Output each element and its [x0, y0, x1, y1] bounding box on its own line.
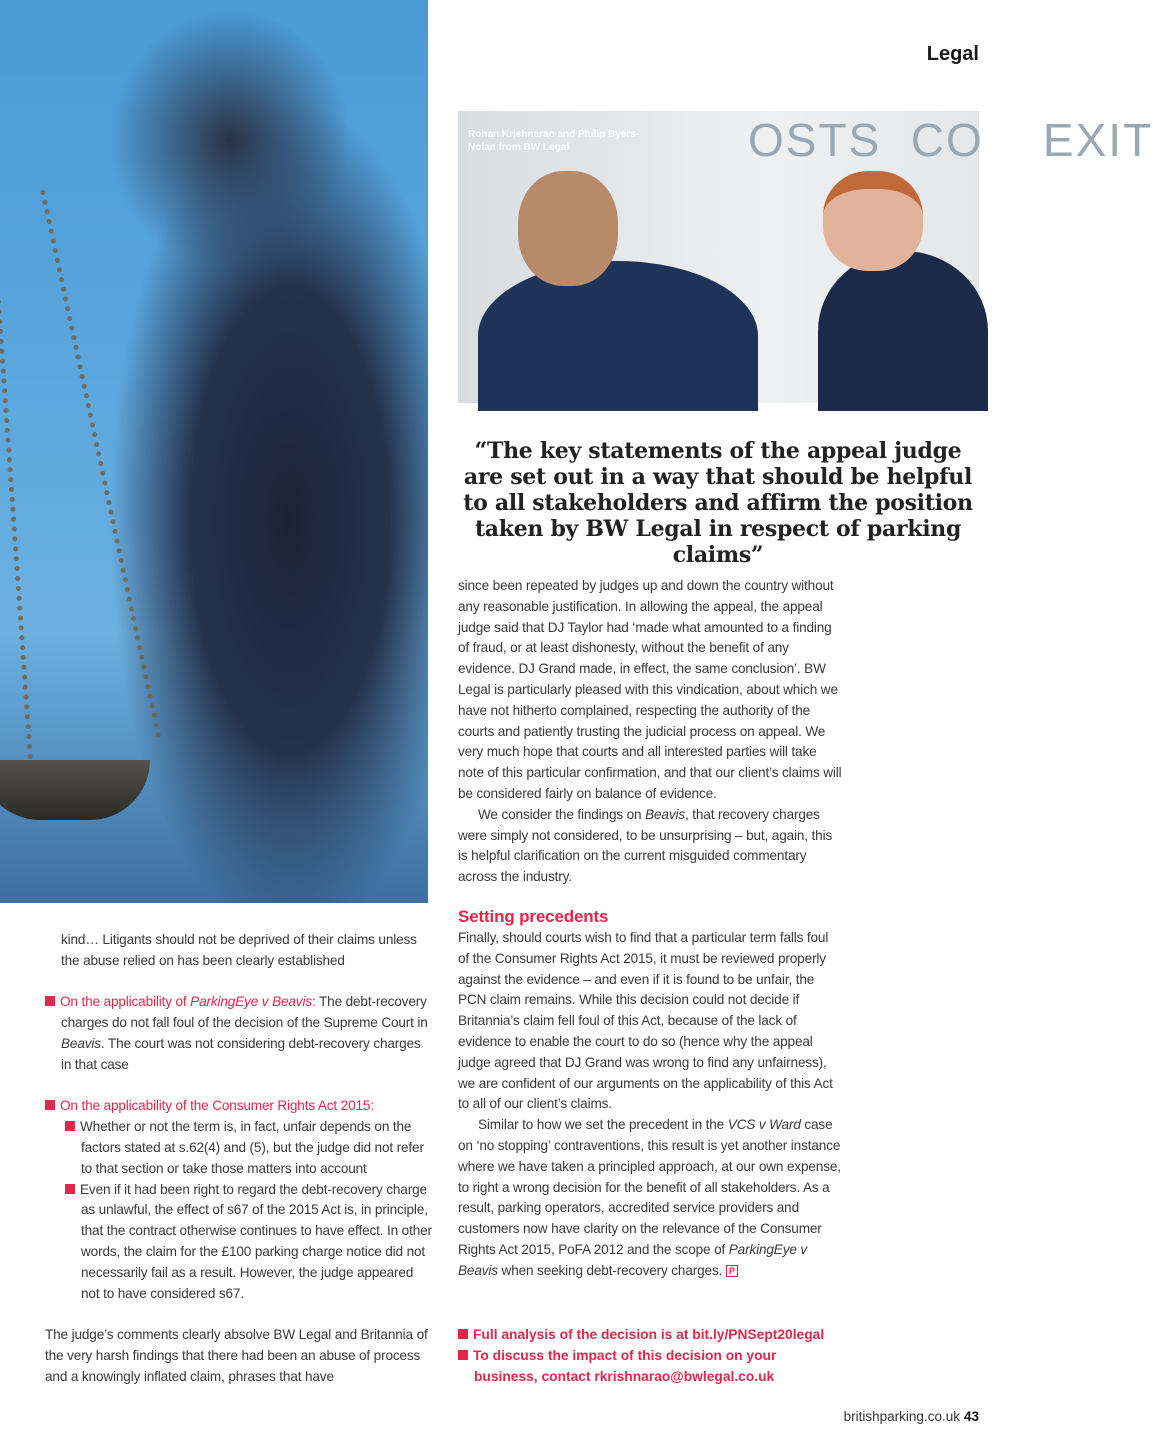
- bullet-item: On the applicability of the Consumer Rights Act 2015:: [45, 1096, 433, 1117]
- page-footer: [844, 1409, 979, 1424]
- wall-signage: OSTS CO EXIT: [748, 114, 1153, 166]
- people-photo: [458, 111, 1153, 403]
- chain-decoration: [40, 189, 161, 738]
- paragraph: The judge’s comments clearly absolve BW Legal and Britannia of the very harsh findings that there had been an abuse of process and a knowingly inflated claim, phrases that have: [45, 1327, 428, 1384]
- section-heading: Setting precedents: [458, 906, 609, 926]
- sub-bullet-item: Whether or not the term is, in fact, unfair depends on the factors stated at s.62(4) and (5), but the judge did not refer to that section or take those matters into account: [45, 1117, 433, 1179]
- analysis-link[interactable]: bit.ly/PNSept20legal: [692, 1327, 825, 1342]
- page-number: 43: [963, 1409, 979, 1424]
- link-item: To discuss the impact of this decision on your business, contact rkrishnarao@bwlegal.co.uk: [458, 1346, 818, 1388]
- bullet-square-icon: [65, 1121, 75, 1131]
- section-label: Legal: [926, 43, 979, 65]
- pull-quote: “The key statements of the appeal judge are set out in a way that should be helpful to all stakeholders and affirm the position taken by BW Legal in respect of parking claims”: [463, 438, 973, 568]
- paragraph: Finally, should courts wish to find that a particular term falls foul of the Consumer Rights Act 2015, it must be reviewed properly against the evidence – and even if it is found to be unfair, the PCN claim remains. While this decision could not decide if Britannia’s claim fell foul of this Act, because of the lack of evidence to enable the court to do so (hence why the appeal judge agreed that DJ Grand was wrong to find any unfairness), we are confident of our arguments on the applicability of this Act to all of our client’s claims.: [458, 929, 833, 1112]
- person-right: [818, 251, 988, 411]
- scale-pan: [0, 760, 150, 820]
- person-left-head: [518, 171, 618, 286]
- person-right-head: [823, 171, 923, 271]
- paragraph: since been repeated by judges up and down the country without any reasonable justification. In allowing the appeal, the appeal judge said that DJ Taylor had ‘made what amounted to a finding of fraud, or at least dishonesty, without the benefit of any evidence. DJ Grand made, in effect, the same conclusion’. BW Legal is particularly pleased with this vindication, about which we have not hitherto complained, respecting the authority of the courts and patiently trusting the judicial process on appeal. We very much hope that courts and all interested parties will take note of this particular confirmation, and that our client’s claims will be considered fairly on balance of evidence.: [458, 578, 842, 801]
- left-column: [45, 930, 433, 1388]
- bullet-square-icon: [65, 1184, 75, 1194]
- contact-links: [458, 1325, 824, 1387]
- person-left: [478, 261, 758, 411]
- link-item: Full analysis of the decision is at bit.ly/PNSept20legal: [458, 1325, 824, 1346]
- bullet-square-icon: [45, 1100, 55, 1110]
- sub-bullet-item: Even if it had been right to regard the debt-recovery charge as unlawful, the effect of s67 of the 2015 Act is, in principle, that the contract otherwise continues to have effect. In other words, the claim for the £100 parking charge notice did not necessarily fail as a result. However, the judge appeared not to have considered s67.: [45, 1180, 433, 1305]
- scales-of-justice-image: [0, 0, 428, 903]
- chain-decoration: [0, 191, 33, 760]
- email-link[interactable]: rkrishnarao@bwlegal.co.uk: [594, 1368, 775, 1384]
- right-column: [458, 576, 842, 1282]
- paragraph: We consider the findings on Beavis, that recovery charges were simply not considered, to be unsurprising – but, again, this is helpful clarification on the current misguided commentary across the industry.: [458, 806, 833, 885]
- paragraph: kind… Litigants should not be deprived of their claims unless the abuse relied on has been clearly established: [61, 932, 417, 968]
- bullet-item: On the applicability of ParkingEye v Beavis: The debt-recovery charges do not fall foul of the decision of the Supreme Court in Beavis. The court was not considering debt-recovery charges in that case: [45, 992, 433, 1075]
- site-url: britishparking.co.uk: [843, 1409, 960, 1424]
- bullet-square-icon: [45, 996, 55, 1006]
- photo-caption: Rohan Krishnarao and Philip Byers-Nolan from BW Legal: [468, 129, 640, 153]
- bullet-square-icon: [458, 1329, 468, 1339]
- bullet-square-icon: [458, 1350, 468, 1360]
- end-mark-icon: P: [726, 1265, 738, 1277]
- paragraph: Similar to how we set the precedent in the VCS v Ward case on ‘no stopping’ contraventions, this result is yet another instance where we have taken a principled approach, at our own expense, to right a wrong decision for the benefit of all stakeholders. As a result, parking operators, accredited service providers and customers now have clarity on the relevance of the Consumer Rights Act 2015, PoFA 2012 and the scope of ParkingEye v Beavis when seeking debt-recovery charges. P: [458, 1117, 841, 1278]
